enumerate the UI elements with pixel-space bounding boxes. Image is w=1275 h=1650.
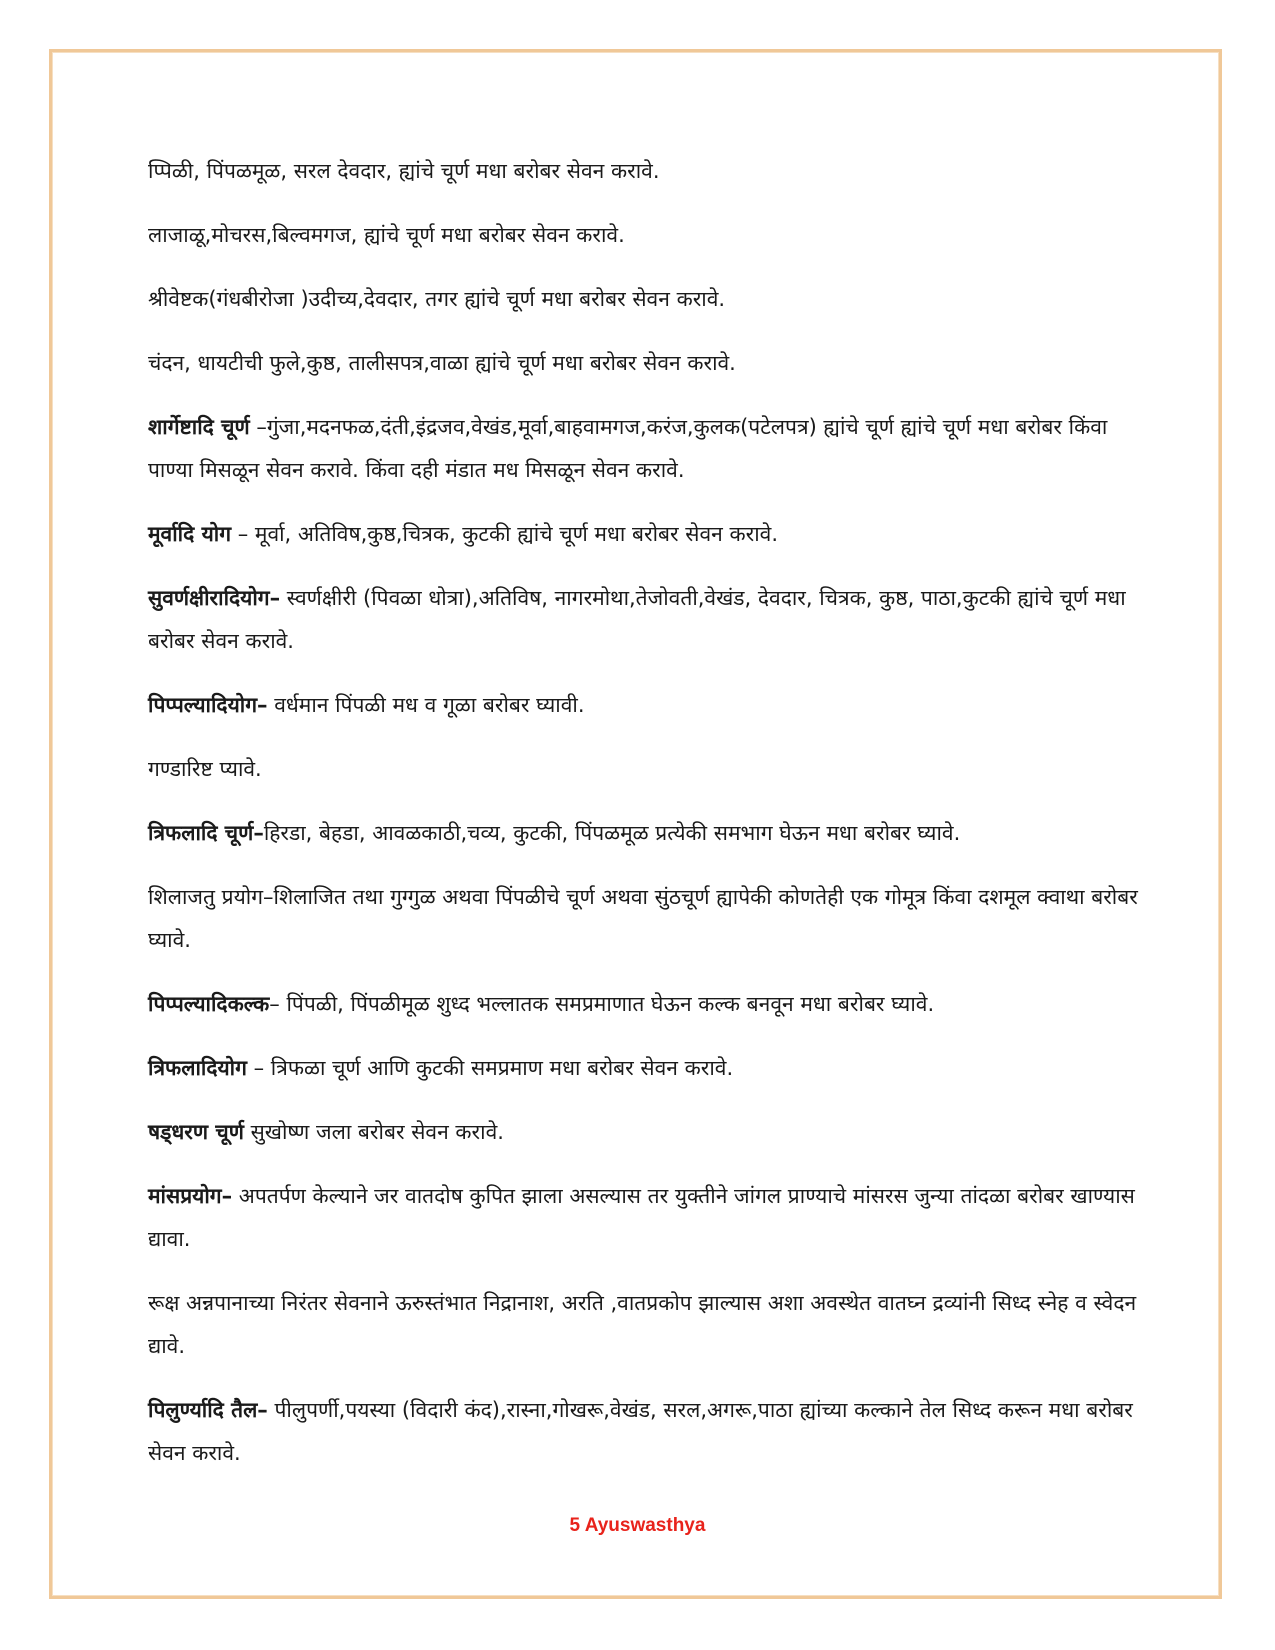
paragraph-heading: मूर्वादि योग: [148, 522, 232, 546]
paragraph-text: रूक्ष अन्नपानाच्या निरंतर सेवनाने ऊरुस्तंभात निद्रानाश, अरति ,वातप्रकोप झाल्यास अशा अवस्थेत वातघ्न द्रव्यांनी सिध्द स्नेह व स्वेदन द्यावे.: [148, 1291, 1137, 1358]
paragraph: [148, 278, 1148, 321]
paragraph-text: वर्धमान पिंपळी मध व गूळा बरोबर घ्यावी.: [267, 693, 585, 717]
paragraph: [148, 513, 1148, 556]
paragraph: [148, 214, 1148, 257]
paragraph: [148, 1047, 1148, 1090]
paragraph-text: हिरडा, बेहडा, आवळकाठी,चव्य, कुटकी, पिंपळमूळ प्रत्येकी समभाग घेऊन मधा बरोबर घ्यावे.: [263, 821, 961, 845]
paragraph-text: लाजाळू,मोचरस,बिल्वमगज, ह्यांचे चूर्ण मधा बरोबर सेवन करावे.: [148, 223, 625, 247]
paragraph: [148, 342, 1148, 385]
paragraph: [148, 1282, 1148, 1368]
paragraph-text: – मूर्वा, अतिविष,कुष्ठ,चित्रक, कुटकी ह्यांचे चूर्ण मधा बरोबर सेवन करावे.: [231, 522, 778, 546]
paragraph: [148, 876, 1148, 962]
paragraph-text: अपतर्पण केल्याने जर वातदोष कुपित झाला असल्यास तर युक्तीने जांगल प्राण्याचे मांसरस जुन्या तांदळा बरोबर खाण्यास द्यावा.: [148, 1184, 1135, 1251]
paragraph-heading: सुवर्णक्षीरादियोग–: [148, 586, 281, 610]
paragraph-heading: शार्गेष्टादि चूर्ण: [148, 415, 250, 439]
paragraph-text: – पिंपळी, पिंपळीमूळ शुध्द भल्लातक समप्रमाणात घेऊन कल्क बनवून मधा बरोबर घ्यावे.: [269, 992, 935, 1016]
paragraph-text: चंदन, धायटीची फुले,कुष्ठ, तालीसपत्र,वाळा ह्यांचे चूर्ण मधा बरोबर सेवन करावे.: [148, 351, 736, 375]
paragraph-heading: त्रिफलादि चूर्ण–: [148, 821, 264, 845]
paragraph-heading: षड्धरण चूर्ण: [148, 1120, 244, 1144]
paragraph-text: सुखोष्ण जला बरोबर सेवन करावे.: [243, 1120, 504, 1144]
paragraph-text: पीलुपर्णी,पयस्या (विदारी कंद),रास्ना,गोखरू,वेखंड, सरल,अगरू,पाठा ह्यांच्या कल्काने तेल सिध्द करून मधा बरोबर सेवन करावे.: [148, 1398, 1133, 1465]
paragraph-heading: पिप्पल्यादिकल्क: [148, 992, 270, 1016]
paragraph: [148, 1175, 1148, 1261]
paragraph-text: स्वर्णक्षीरी (पिवळा धोत्रा),अतिविष, नागरमोथा,तेजोवती,वेखंड, देवदार, चित्रक, कुष्ठ, पाठा,कुटकी ह्यांचे चूर्ण मधा बरोबर सेवन करावे.: [148, 586, 1126, 653]
paragraph-text: – त्रिफळा चूर्ण आणि कुटकी समप्रमाण मधा बरोबर सेवन करावे.: [246, 1056, 734, 1080]
paragraph-text: –गुंजा,मदनफळ,दंती,इंद्रजव,वेखंड,मूर्वा,बाहवामगज,करंज,कुलक(पटेलपत्र) ह्यांचे चूर्ण ह्यांचे चूर्ण मधा बरोबर किंवा पाण्या मिसळून सेवन करावे. किंवा दही मंडात मध मिसळून सेवन करावे.: [148, 415, 1108, 482]
paragraph-text: प्पिळी, पिंपळमूळ, सरल देवदार, ह्यांचे चूर्ण मधा बरोबर सेवन करावे.: [148, 159, 660, 183]
paragraph-text: श्रीवेष्टक(गंधबीरोजा )उदीच्य,देवदार, तगर ह्यांचे चूर्ण मधा बरोबर सेवन करावे.: [148, 287, 726, 311]
paragraph-text: गण्डारिष्ट प्यावे.: [148, 757, 262, 781]
paragraph: [148, 1389, 1148, 1475]
paragraph: [148, 406, 1148, 492]
paragraph-heading: पिप्पल्यादियोग–: [148, 693, 268, 717]
paragraph-text: शिलाजतु प्रयोग–शिलाजित तथा गुग्गुळ अथवा पिंपळीचे चूर्ण अथवा सुंठचूर्ण ह्यापेकी कोणतेही एक गोमूत्र किंवा दशमूल क्वाथा बरोबर घ्यावे.: [148, 885, 1138, 952]
paragraph: [148, 812, 1148, 855]
footer-site-name: Ayuswasthya: [584, 1515, 706, 1536]
paragraph: [148, 1111, 1148, 1154]
page-number: 5: [569, 1515, 581, 1536]
page-footer: [0, 1515, 1275, 1537]
paragraph: [148, 684, 1148, 727]
paragraph: [148, 150, 1148, 193]
paragraph: [148, 577, 1148, 663]
paragraph-heading: मांसप्रयोग–: [148, 1184, 233, 1208]
document-body: [148, 150, 1148, 1496]
paragraph-heading: पिलुर्ण्यादि तैल–: [148, 1398, 268, 1422]
paragraph-heading: त्रिफलादियोग: [148, 1056, 247, 1080]
paragraph: [148, 983, 1148, 1026]
paragraph: [148, 748, 1148, 791]
